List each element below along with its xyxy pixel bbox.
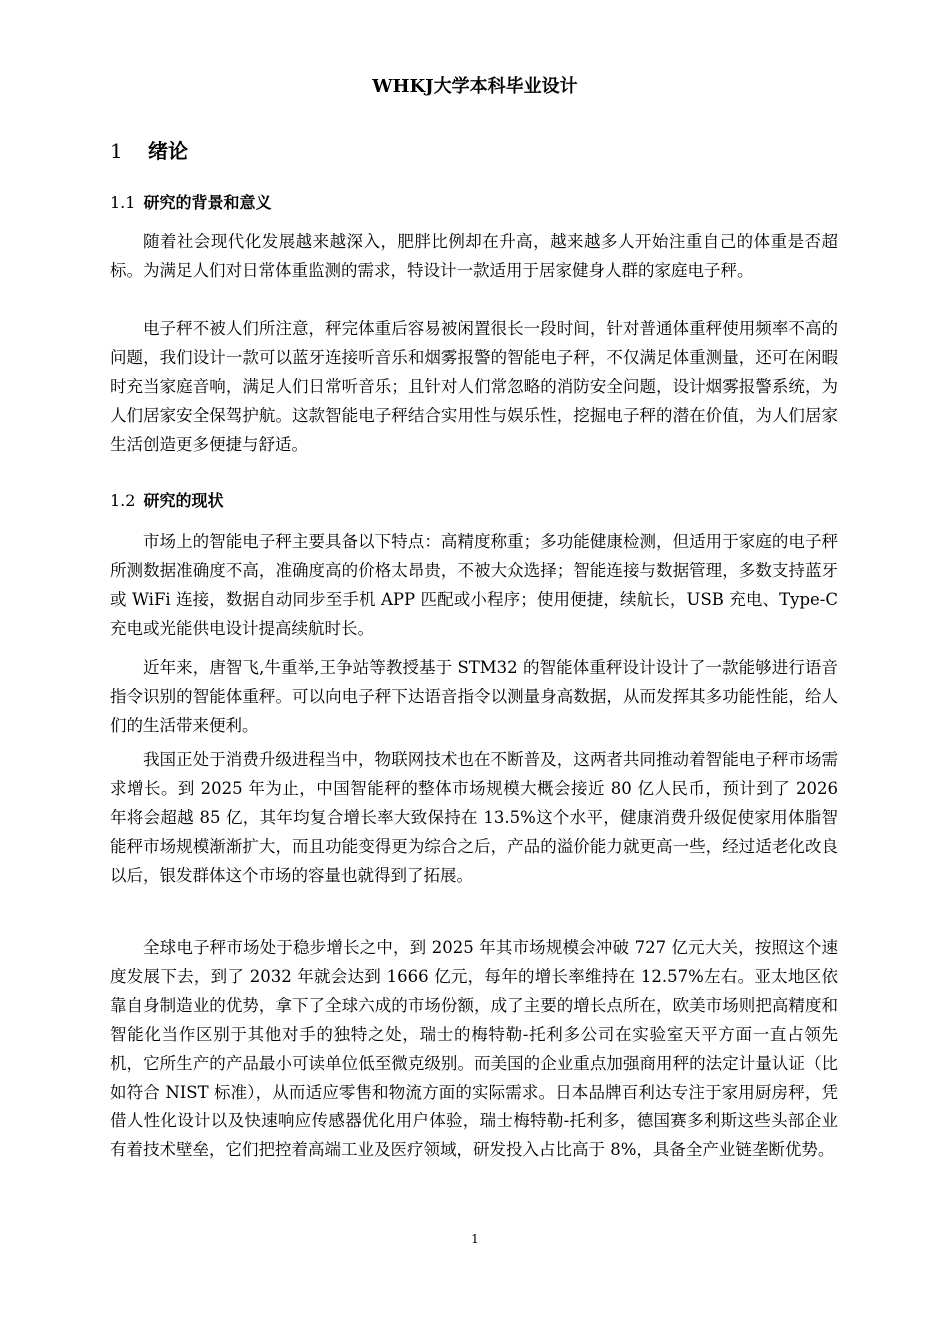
section-number: 1.2 [110, 491, 136, 510]
chapter-number: 1 [110, 139, 123, 163]
chapter-heading [110, 138, 188, 164]
section-title: 研究的现状 [143, 491, 224, 510]
chapter-title: 绪论 [148, 139, 188, 163]
paragraph: 近年来，唐智飞,牛重举,王争站等教授基于 STM32 的智能体重秤设计设计了一款能够进行语音指令识别的智能体重秤。可以向电子秤下达语音指令以测量身高数据，从而发挥其多功能性能，给人们的生活带来便利。 [110, 658, 838, 735]
paragraph: 电子秤不被人们所注意，秤完体重后容易被闲置很长一段时间，针对普通体重秤使用频率不高的问题，我们设计一款可以蓝牙连接听音乐和烟雾报警的智能电子秤，不仅满足体重测量，还可在闲暇时充当家庭音响，满足人们日常听音乐；且针对人们常忽略的消防安全问题，设计烟雾报警系统，为人们居家安全保驾护航。这款智能电子秤结合实用性与娱乐性，挖掘电子秤的潜在价值，为人们居家生活创造更多便捷与舒适。 [110, 319, 838, 454]
section-heading-1-1 [110, 192, 271, 214]
running-header: WHKJ大学本科毕业设计 [372, 76, 578, 97]
paragraph: 我国正处于消费升级进程当中，物联网技术也在不断普及，这两者共同推动着智能电子秤市场需求增长。到 2025 年为止，中国智能秤的整体市场规模大概会接近 80 亿人民币，预计到了 2026 年将会超越 85 亿，其年均复合增长率大致保持在 13.5%这个水平，健康消费升级促使家用体脂智能秤市场规模渐渐扩大，而且功能变得更为综合之后，产品的溢价能力就更高一些，经过适老化改良以后，银发群体这个市场的容量也就得到了拓展。 [110, 750, 838, 885]
section-number: 1.1 [110, 193, 136, 212]
section-heading-1-2 [110, 490, 223, 512]
paragraph: 全球电子秤市场处于稳步增长之中，到 2025 年其市场规模会冲破 727 亿元大关，按照这个速度发展下去，到了 2032 年就会达到 1666 亿元，每年的增长率维持在 12.57%左右。亚太地区依靠自身制造业的优势，拿下了全球六成的市场份额，成了主要的增长点所在，欧美市场则把高精度和智能化当作区别于其他对手的独特之处，瑞士的梅特勒-托利多公司在实验室天平方面一直占领先机，它所生产的产品最小可读单位低至微克级别。而美国的企业重点加强商用秤的法定计量认证（比如符合 NIST 标准），从而适应零售和物流方面的实际需求。日本品牌百利达专注于家用厨房秤，凭借人性化设计以及快速响应传感器优化用户体验，瑞士梅特勒-托利多，德国赛多利斯这些头部企业有着技术壁垒，它们把控着高端工业及医疗领域，研发投入占比高于 8%，具备全产业链垄断优势。 [110, 938, 838, 1160]
paragraph: 市场上的智能电子秤主要具备以下特点：高精度称重；多功能健康检测，但适用于家庭的电子秤所测数据准确度不高，准确度高的价格太昂贵，不被大众选择；智能连接与数据管理，多数支持蓝牙或 WiFi 连接，数据自动同步至手机 APP 匹配或小程序；使用便捷，续航长，USB 充电、Type-C 充电或光能供电设计提高续航时长。 [110, 532, 838, 638]
paragraph: 随着社会现代化发展越来越深入，肥胖比例却在升高，越来越多人开始注重自己的体重是否超标。为满足人们对日常体重监测的需求，特设计一款适用于居家健身人群的家庭电子秤。 [110, 232, 838, 280]
page-number: 1 [471, 1232, 479, 1246]
section-title: 研究的背景和意义 [143, 193, 272, 212]
